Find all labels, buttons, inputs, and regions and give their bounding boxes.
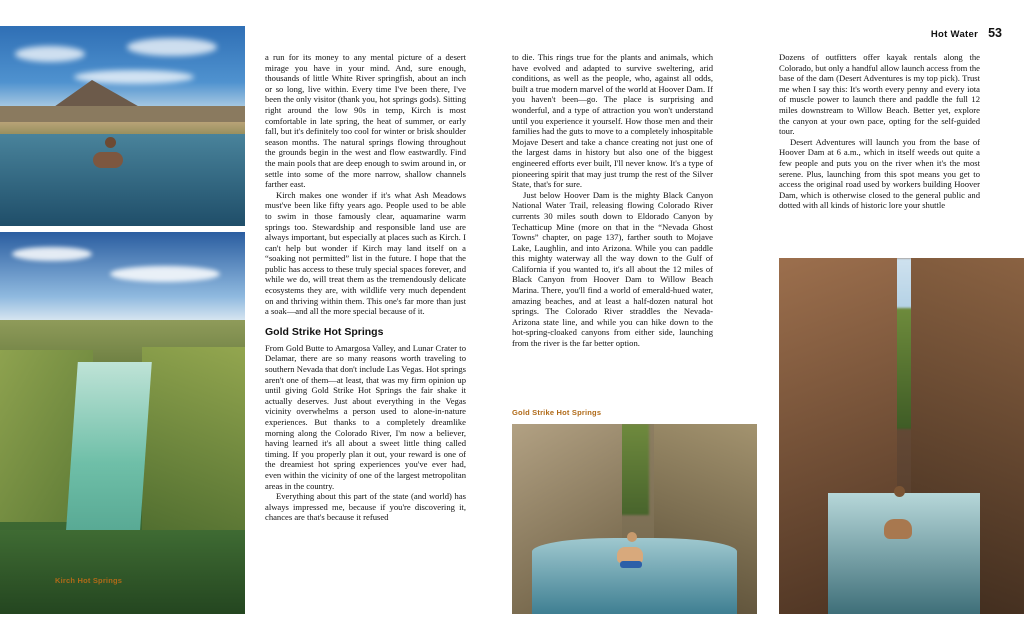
section-heading-gold-strike: Gold Strike Hot Springs xyxy=(265,325,384,338)
foreground-grass xyxy=(0,530,245,614)
photo-canyon-hot-spring xyxy=(779,258,1024,614)
paragraph: Everything about this part of the state (and world) has always impressed me, because if you're discovering it, chances are that's because it refused xyxy=(265,491,466,523)
bather-head xyxy=(627,532,637,542)
bather-figure xyxy=(617,547,643,563)
bather-head xyxy=(894,486,905,497)
photo-gold-strike-hot-springs xyxy=(512,424,757,614)
paragraph: From Gold Butte to Amargosa Valley, and Lunar Crater to Delamar, there are so many reasons worth traveling to southern Nevada that don't include Las Vegas. Hot springs aren't one of them—at least, that was my firm opinion up until giving Gold Strike Hot Springs the fair shake it actually deserves. Just about everything in the Vegas vicinity overwhelms a person used to alone-in-nature experiences. But thanks to a completely dreamlike morning along the Colorado River, I'm now a believer, having learned it's all about a sweet little thing called timing. If you properly plan it out, your reward is one of the dreamiest hot spring experiences you've ever had, even within the vicinity of one of the largest metropolitan areas in the country. xyxy=(265,342,466,491)
text-column-1 xyxy=(265,52,466,523)
page-number: 53 xyxy=(988,26,1002,40)
running-head xyxy=(931,26,1002,40)
bather-figure xyxy=(93,152,123,168)
paragraph: a run for its money to any mental picture of a desert mirage you have in your mind. And, sure enough, thousands of little White River springfish, about an inch or so long, live within. Every time I've been there, I've been the only visitor (thank you, hot springs gods). Sitting right around the low 90s in temp, Kirch is most comfortable in late spring, the heat of summer, or early fall, but it's definitely too cool for winter or brisk shoulder season months. The natural springs flowing throughout the grounds begin in the west and flow eastwardly. Find the main pools that are deep enough to swim around in, or settle into some of the more narrow, shallow channels farther east. xyxy=(265,52,466,190)
pool-shape xyxy=(828,493,980,614)
swim-trunks-shape xyxy=(620,561,642,568)
photo-desert-spring-bather xyxy=(0,26,245,226)
photo-caption-gold-strike: Gold Strike Hot Springs xyxy=(512,408,602,417)
text-column-2 xyxy=(512,52,713,349)
cloud-shape xyxy=(15,46,85,62)
paragraph: Dozens of outfitters offer kayak rentals along the Colorado, but only a handful allow launch access from the base of the dam (Desert Adventures is my top pick). Trust me when I say this: It's worth every penny and every iota of muscle power to launch there and paddle the full 12 miles downstream to Willow Beach. Better yet, explore the canyon at your own pace, opting for the self-guided tour. xyxy=(779,52,980,137)
ridge-shape xyxy=(0,106,245,122)
reeds-right xyxy=(142,347,245,546)
bather-figure xyxy=(884,519,912,539)
photo-caption-kirch: Kirch Hot Springs xyxy=(55,576,123,585)
paragraph: Kirch makes one wonder if it's what Ash Meadows must've been like fifty years ago. People used to be able to swim in those famously clear, aquamarine warm springs too. Stewardship and responsible land use are always important, but especially at places such as Kirch. I can't help but wonder if Kirch may land itself on a “soaking not permitted” list in the future. I hope that the public has access to these truly special spaces forever, and while we do, will treat them as the tremendously delicate ecosystems they are, with wildlife very much dependent on and thriving within them. This one's far more than just a soak—and all the more special because of it. xyxy=(265,189,466,317)
paragraph: Desert Adventures will launch you from the base of Hoover Dam at 6 a.m., which in itself weeds out quite a few people and puts you on the river when it's the most serene. Plus, launching from this spot means you get to access the original road used by workers building Hoover Dam, which is otherwise closed to the general public and dotted with all kinds of historic lore your shuttle xyxy=(779,136,980,211)
paragraph: to die. This rings true for the plants and animals, which have evolved and adapted to survive sweltering, arid conditions, as well as the people, who, against all odds, built a true modern marvel of the world at Hoover Dam. If you haven't been—go. The place is surprising and wonderful, and a type of attraction you won't understand until you experience it yourself. How those men and their families had the guts to move to a completely inhospitable Mojave Desert and take a chance creating not just one of the largest dams in history but also one of the biggest engineered efforts ever built, I'll never know. It's a type of pioneering spirit that may just trump the rest of the Silver State, that's for sure. xyxy=(512,52,713,190)
paragraph: Just below Hoover Dam is the mighty Black Canyon National Water Trail, releasing flowing Colorado River currents 30 miles south down to Eldorado Canyon by Techatticup Mine (more on that in the “Nevada Ghost Towns” chapter, on page 137), farther south to Mojave Lake, Laughlin, and into Arizona. While you can paddle this mighty waterway all the way down to the Gulf of California if you wanted to, it's all about the 12 miles of Black Canyon from Hoover Dam to Willow Beach Marina. There, you'll find a world of emerald-hued water, amazing beaches, and at least a half-dozen natural hot springs. The Colorado River straddles the Nevada-Arizona state line, and while you can hike down to the hot-spring-cloaked canyons from either side, launching from the river is the far better option. xyxy=(512,189,713,349)
text-column-3 xyxy=(779,52,980,211)
running-head-title: Hot Water xyxy=(930,29,979,40)
cloud-shape xyxy=(127,38,217,56)
water-shape xyxy=(0,134,245,226)
photo-kirch-hot-springs xyxy=(0,232,245,614)
